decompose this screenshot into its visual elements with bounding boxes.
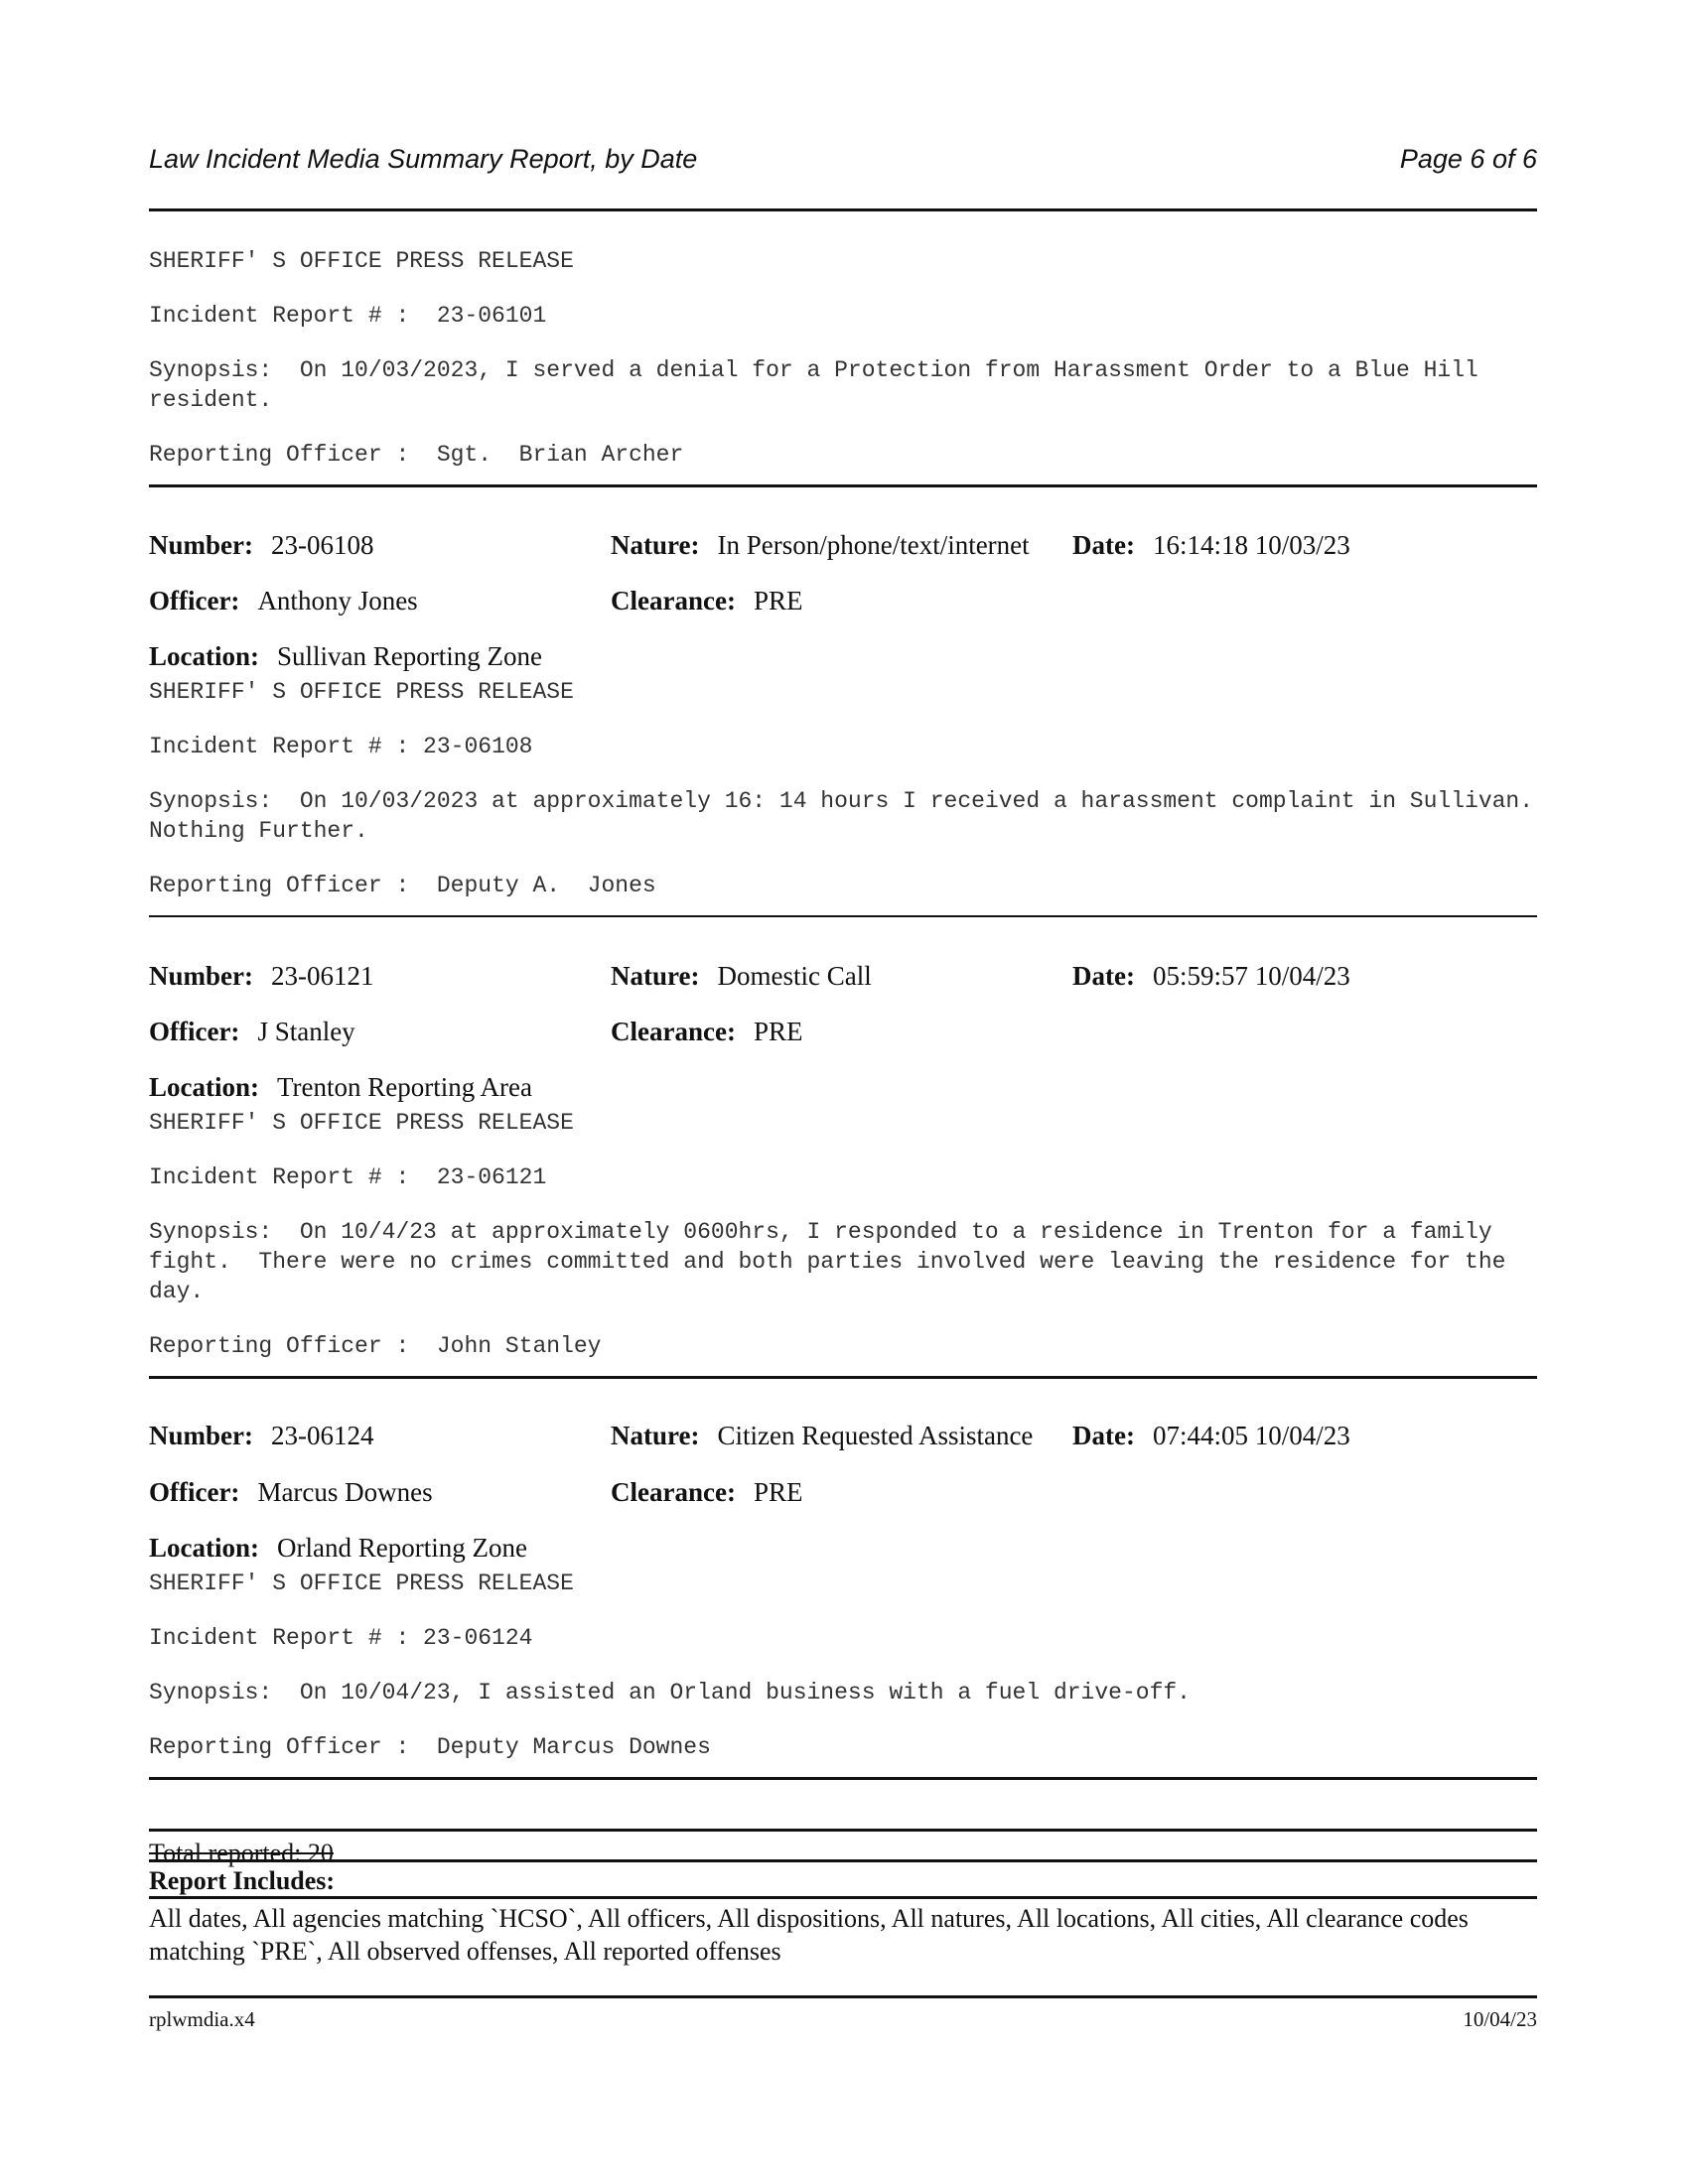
nature-label: Nature: bbox=[611, 530, 700, 560]
number-field bbox=[149, 529, 373, 561]
nature-field bbox=[611, 529, 1030, 561]
date-value: 16:14:18 10/03/23 bbox=[1152, 530, 1350, 560]
date-value: 07:44:05 10/04/23 bbox=[1152, 1421, 1350, 1450]
report-header bbox=[149, 144, 1537, 180]
officer-value: Anthony Jones bbox=[257, 586, 418, 615]
clearance-value: PRE bbox=[753, 1017, 803, 1046]
page-number: Page 6 of 6 bbox=[1399, 144, 1537, 174]
reporting-officer-line: Reporting Officer : Deputy Marcus Downes bbox=[149, 1734, 711, 1760]
number-field bbox=[149, 1420, 373, 1451]
officer-value: Marcus Downes bbox=[257, 1477, 433, 1507]
press-release-heading: SHERIFF' S OFFICE PRESS RELEASE bbox=[149, 679, 574, 705]
date-field bbox=[1072, 1420, 1350, 1451]
clearance-value: PRE bbox=[753, 1477, 803, 1507]
nature-label: Nature: bbox=[611, 961, 700, 991]
location-value: Trenton Reporting Area bbox=[277, 1072, 532, 1102]
synopsis-text: Synopsis: On 10/03/2023 at approximately 16: 14 hours I received a harassment complaint in Sullivan. Nothing Further. bbox=[149, 788, 1561, 844]
footer-divider bbox=[149, 1995, 1537, 1998]
report-includes-text: All dates, All agencies matching `HCSO`, All officers, All dispositions, All natures, All locations, All cities, All clearance codes matching `PRE`, All observed offenses, All reported offenses bbox=[149, 1904, 1469, 1966]
date-label: Date: bbox=[1072, 530, 1135, 560]
clearance-field bbox=[611, 1016, 802, 1047]
clearance-label: Clearance: bbox=[611, 1477, 736, 1507]
nature-value: Citizen Requested Assistance bbox=[717, 1421, 1034, 1450]
clearance-field bbox=[611, 1476, 802, 1508]
incident-report-line: Incident Report # : 23-06124 bbox=[149, 1625, 533, 1651]
number-label: Number: bbox=[149, 530, 253, 560]
clearance-value: PRE bbox=[753, 586, 803, 615]
record-divider bbox=[149, 484, 1537, 487]
date-field bbox=[1072, 960, 1350, 992]
location-field bbox=[149, 1071, 532, 1103]
location-label: Location: bbox=[149, 1533, 259, 1563]
number-value: 23-06124 bbox=[270, 1421, 374, 1450]
clearance-label: Clearance: bbox=[611, 586, 736, 615]
number-value: 23-06108 bbox=[270, 530, 374, 560]
report-includes-title: Report Includes: bbox=[149, 1866, 336, 1895]
officer-label: Officer: bbox=[149, 1477, 240, 1507]
synopsis-text: Synopsis: On 10/04/23, I assisted an Orland business with a fuel drive-off. bbox=[149, 1680, 1191, 1706]
nature-value: Domestic Call bbox=[717, 961, 872, 991]
synopsis-text: Synopsis: On 10/03/2023, I served a denial for a Protection from Harassment Order to a Blue Hill resident. bbox=[149, 357, 1492, 413]
incident-report-line: Incident Report # : 23-06121 bbox=[149, 1164, 547, 1190]
officer-field bbox=[149, 1476, 433, 1508]
number-label: Number: bbox=[149, 1421, 253, 1450]
record-divider bbox=[149, 915, 1537, 917]
number-label: Number: bbox=[149, 961, 253, 991]
report-title: Law Incident Media Summary Report, by Date bbox=[149, 144, 698, 174]
nature-field bbox=[611, 960, 872, 992]
nature-value: In Person/phone/text/internet bbox=[717, 530, 1030, 560]
nature-label: Nature: bbox=[611, 1421, 700, 1450]
summary-bottom-rule bbox=[149, 1896, 1537, 1899]
header-divider bbox=[149, 208, 1537, 211]
location-field bbox=[149, 1532, 527, 1564]
nature-field bbox=[611, 1420, 1033, 1451]
reporting-officer-line: Reporting Officer : Sgt. Brian Archer bbox=[149, 442, 684, 468]
clearance-label: Clearance: bbox=[611, 1017, 736, 1046]
total-reported: Total reported: 20 bbox=[149, 1839, 334, 1867]
date-label: Date: bbox=[1072, 1421, 1135, 1450]
location-value: Sullivan Reporting Zone bbox=[277, 641, 542, 671]
officer-label: Officer: bbox=[149, 586, 240, 615]
press-release-heading: SHERIFF' S OFFICE PRESS RELEASE bbox=[149, 248, 574, 274]
officer-value: J Stanley bbox=[257, 1017, 355, 1046]
reporting-officer-line: Reporting Officer : Deputy A. Jones bbox=[149, 873, 656, 898]
number-field bbox=[149, 960, 373, 992]
officer-field bbox=[149, 1016, 355, 1047]
location-field bbox=[149, 640, 542, 672]
summary-top-rule bbox=[149, 1829, 1537, 1832]
summary-mid-rule bbox=[149, 1859, 1537, 1862]
record-divider bbox=[149, 1376, 1537, 1379]
reporting-officer-line: Reporting Officer : John Stanley bbox=[149, 1333, 602, 1359]
location-value: Orland Reporting Zone bbox=[277, 1533, 527, 1563]
press-release-heading: SHERIFF' S OFFICE PRESS RELEASE bbox=[149, 1570, 574, 1596]
date-label: Date: bbox=[1072, 961, 1135, 991]
date-value: 05:59:57 10/04/23 bbox=[1152, 961, 1350, 991]
officer-field bbox=[149, 585, 418, 616]
date-field bbox=[1072, 529, 1350, 561]
location-label: Location: bbox=[149, 641, 259, 671]
incident-report-line: Incident Report # : 23-06101 bbox=[149, 303, 547, 329]
incident-report-line: Incident Report # : 23-06108 bbox=[149, 734, 533, 759]
number-value: 23-06121 bbox=[270, 961, 374, 991]
footer-date: 10/04/23 bbox=[1463, 2007, 1537, 2031]
report-page bbox=[149, 0, 1561, 2184]
synopsis-text: Synopsis: On 10/4/23 at approximately 0600hrs, I responded to a residence in Trenton for a family fight. There were no crimes committed and both parties involved were leaving the residence for the day. bbox=[149, 1219, 1520, 1304]
location-label: Location: bbox=[149, 1072, 259, 1102]
officer-label: Officer: bbox=[149, 1017, 240, 1046]
clearance-field bbox=[611, 585, 802, 616]
record-divider bbox=[149, 1777, 1537, 1780]
footer-report-code: rplwmdia.x4 bbox=[149, 2007, 255, 2031]
press-release-heading: SHERIFF' S OFFICE PRESS RELEASE bbox=[149, 1110, 574, 1136]
